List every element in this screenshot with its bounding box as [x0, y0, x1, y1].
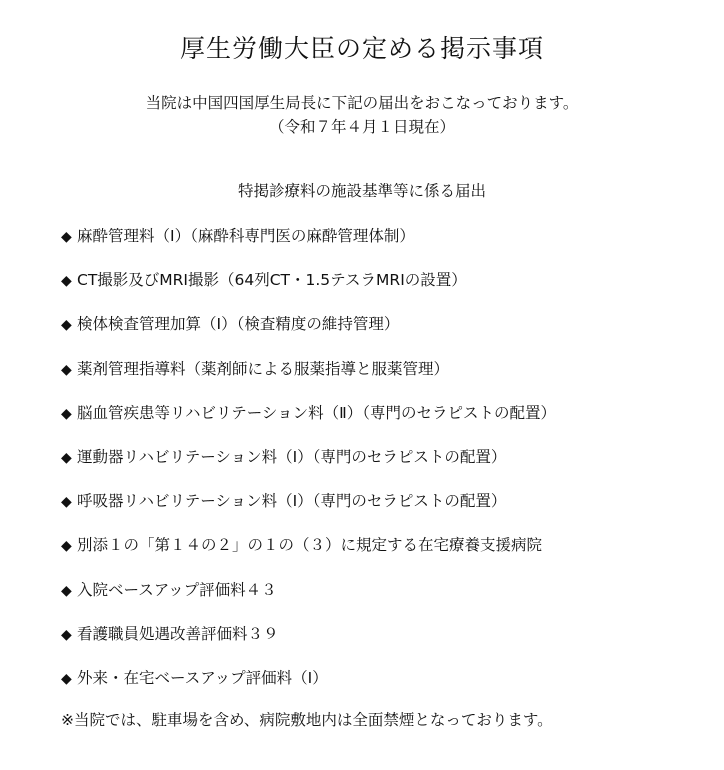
list-item-text: 入院ベースアップ評価料４３ — [77, 580, 277, 599]
list-item — [61, 225, 556, 269]
notification-list — [61, 225, 556, 711]
list-item-text: 看護職員処遇改善評価料３９ — [77, 624, 279, 643]
list-item — [61, 402, 556, 446]
section-heading: 特掲診療料の施設基準等に係る届出 — [237, 182, 486, 200]
diamond-bullet-icon: ◆ — [61, 670, 72, 687]
list-item-text: 薬剤管理指導料（薬剤師による服薬指導と服薬管理） — [77, 359, 450, 378]
list-item — [61, 534, 556, 578]
list-item — [61, 623, 556, 667]
list-item — [61, 269, 556, 313]
list-item-text: 麻酔管理料（Ⅰ）（麻酔科専門医の麻酔管理体制） — [77, 227, 415, 245]
list-item-text: 運動器リハビリテーション料（Ⅰ）（専門のセラピストの配置） — [77, 447, 507, 466]
diamond-bullet-icon: ◆ — [61, 405, 72, 422]
list-item-text: 呼吸器リハビリテーション料（Ⅰ）（専門のセラピストの配置） — [77, 492, 507, 511]
list-item-text: 外来・在宅ベースアップ評価料（Ⅰ） — [77, 668, 328, 687]
diamond-bullet-icon: ◆ — [61, 449, 72, 466]
list-item — [61, 446, 556, 490]
diamond-bullet-icon: ◆ — [61, 494, 72, 511]
intro-block — [0, 91, 724, 139]
list-item-text: CT撮影及びMRI撮影（64列CT・1.5テスラMRIの設置） — [77, 271, 467, 290]
list-item — [61, 667, 556, 711]
intro-line: 当院は中国四国厚生局長に下記の届出をおこなっております。 — [145, 94, 579, 112]
list-item-text: 脳血管疾患等リハビリテーション料（Ⅱ）（専門のセラピストの配置） — [77, 403, 556, 422]
diamond-bullet-icon: ◆ — [61, 229, 72, 245]
list-item — [61, 490, 556, 534]
list-item-text: 別添１の「第１４の２」の１の（３）に規定する在宅療養支援病院 — [77, 536, 543, 555]
list-item — [61, 358, 556, 402]
diamond-bullet-icon: ◆ — [61, 361, 72, 378]
diamond-bullet-icon: ◆ — [61, 317, 72, 334]
page-title: 厚生労働大臣の定める掲示事項 — [179, 34, 544, 63]
diamond-bullet-icon: ◆ — [61, 626, 72, 643]
date-line: （令和７年４月１日現在） — [268, 118, 455, 136]
list-item — [61, 579, 556, 623]
list-item — [61, 313, 556, 357]
diamond-bullet-icon: ◆ — [61, 538, 72, 555]
diamond-bullet-icon: ◆ — [61, 582, 72, 599]
diamond-bullet-icon: ◆ — [61, 273, 72, 290]
list-item-text: 検体検査管理加算（Ⅰ）（検査精度の維持管理） — [77, 315, 400, 334]
no-smoking-note: ※当院では、駐車場を含め、病院敷地内は全面禁煙となっております。 — [61, 711, 553, 729]
